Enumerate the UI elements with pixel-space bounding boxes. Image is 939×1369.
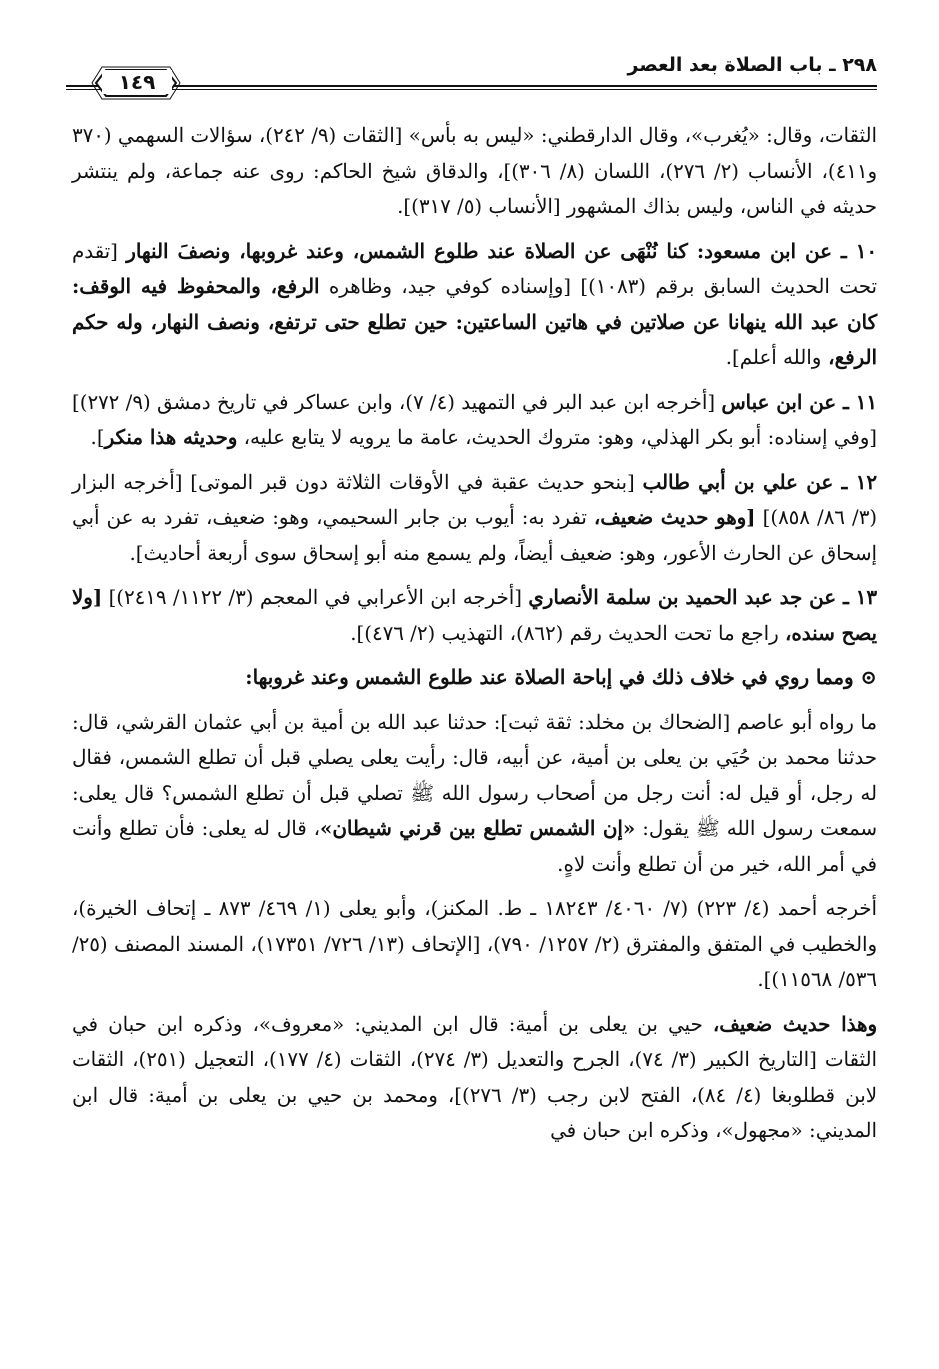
paragraph (72, 465, 877, 572)
paragraph (72, 660, 877, 696)
text-segment: ، قال له يعلى: فأن تطلع وأنت في أمر الله، خير من أن تطلع وأنت لاهٍ. (72, 817, 877, 876)
text-segment: ]. (90, 426, 105, 449)
text-segment: تفرد به: أيوب بن جابر السحيمي، وهو: ضعيف، تفرد به عن أبي إسحاق عن الحارث الأعور، وهو: ضعيف أيضاً، ولم يسمع منه أبو إسحاق سوى أربعة أحاديث]. (72, 506, 877, 565)
hadith-number-ornament (66, 62, 206, 104)
bold-text-segment: ١٠ ـ عن ابن مسعود: كنا نُنْهَى عن الصلاة عند طلوع الشمس، وعند غروبها، ونصفَ النهار (126, 238, 877, 263)
paragraph (72, 580, 877, 651)
paragraph (72, 705, 877, 883)
bold-text-segment: وهذا حديث ضعيف، (712, 1011, 877, 1036)
text-segment: ما رواه أبو عاصم [الضحاك بن مخلد: ثقة ثبت]: حدثنا عبد الله بن أمية بن أبي عثمان القرشي، قال: حدثنا محمد بن حُيَي بن يعلى بن أمية، عن أبيه، قال: رأيت يعلى يصلي قبل أن تطلع الشمس، فقال له رجل، أو قيل له: أنت رجل من أصحاب رسول الله ﷺ تصلي قبل أن تطلع الشمس؟ قال يعلى: سمعت رسول الله ﷺ يقول: (72, 710, 877, 840)
text-segment: الثقات، وقال: «يُغرب»، وقال الدارقطني: «ليس به بأس» [الثقات (٩/ ٢٤٢)، سؤالات السهمي (٣٧٠ و٤١١)، الأنساب (٢/ ٢٧٦)، اللسان (٨/ ٣٠٦)]، والدقاق شيخ الحاكم: روى عنه جماعة، ولم ينتشر حديثه في الناس، وليس بذاك المشهور [الأنساب (٥/ ٣١٧)]. (72, 124, 878, 218)
paragraph (72, 1007, 877, 1149)
paragraph (72, 234, 877, 376)
paragraph (72, 385, 877, 456)
bold-text-segment: ١٢ ـ عن علي بن أبي طالب (642, 469, 877, 494)
hadith-number: ١٤٩ (102, 70, 172, 94)
text-segment: راجع ما تحت الحديث رقم (٨٦٢)، التهذيب (٢/ ٤٧٦)]. (350, 621, 785, 645)
page-header (66, 44, 877, 92)
bold-text-segment: ١٣ ـ عن جد عبد الحميد بن سلمة الأنصاري (528, 585, 878, 609)
bold-text-segment: وحديثه هذا منكر (104, 425, 238, 449)
text-segment: [أخرجه ابن عبد البر في التمهيد (٤/ ٧)، وابن عساكر في تاريخ دمشق (٩/ ٢٧٢)] [وفي إسناده: أبو بكر الهذلي، وهو: متروك الحديث، عامة ما يرويه لا يتابع عليه، (72, 390, 877, 449)
page-body (72, 118, 877, 1158)
bold-text-segment: «إن الشمس تطلع بين قرني شيطان» (320, 816, 636, 840)
text-segment: [بنحو حديث عقبة في الأوقات الثلاثة دون قبر الموتى] [أخرجه البزار (٣/ ٨٦/ ٨٥٨)] (72, 470, 878, 529)
bold-text-segment: ١١ ـ عن ابن عباس (721, 389, 878, 414)
paragraph (72, 118, 877, 225)
text-segment: حيي بن يعلى بن أمية: قال ابن المديني: «معروف»، وذكره ابن حبان في الثقات [التاريخ الكبير (٣/ ٧٤)، الجرح والتعديل (٣/ ٢٧٤)، الثقات (٤/ ١٧٧)، التعجيل (٢٥١)، الثقات لابن قطلوبغا (٤/ ٨٤)، الفتح لابن رجب (٣/ ٢٧٦)]، ومحمد بن حيي بن يعلى بن أمية: قال ابن المديني: «مجهول»، وذكره ابن حبان في (72, 1012, 878, 1142)
bold-text-segment: [وهو حديث ضعيف، (593, 505, 756, 529)
running-head: ٢٩٨ ـ باب الصلاة بعد العصر (627, 54, 877, 76)
paragraph (72, 891, 877, 998)
bold-text-segment: الرفع، والمحفوظ فيه الوقف: كان عبد الله ينهانا عن صلاتين في هاتين الساعتين: حين تطلع حتى ترتفع، ونصف النهار، وله حكم الرفع، (72, 274, 877, 369)
text-segment: [تقدم تحت الحديث السابق برقم (١٠٨٣)] [وإسناده كوفي جيد، وظاهره (72, 239, 877, 298)
bold-text-segment: ⊙ ومما روي في خلاف ذلك في إباحة الصلاة عند طلوع الشمس وعند غروبها: (245, 665, 877, 689)
text-segment: أخرجه أحمد (٤/ ٢٢٣) (٧/ ٤٠٦٠/ ١٨٢٤٣ ـ ط. المكنز)، وأبو يعلى (١/ ٤٦٩/ ٨٧٣ ـ إتحاف الخيرة)، والخطيب في المتفق والمفترق (٢/ ١٢٥٧/ ٧٩٠)، [الإتحاف (١٣/ ٧٢٦/ ١٧٣٥١)، المسند المصنف (٢٥/ ٥٣٦/ ١١٥٦٨)]. (72, 897, 878, 991)
bold-text-segment: [ولا يصح سنده، (72, 585, 877, 645)
text-segment: [أخرجه ابن الأعرابي في المعجم (٣/ ١١٢٢/ ٢٤١٩)] (102, 586, 529, 609)
text-segment: والله أعلم]. (725, 346, 822, 369)
